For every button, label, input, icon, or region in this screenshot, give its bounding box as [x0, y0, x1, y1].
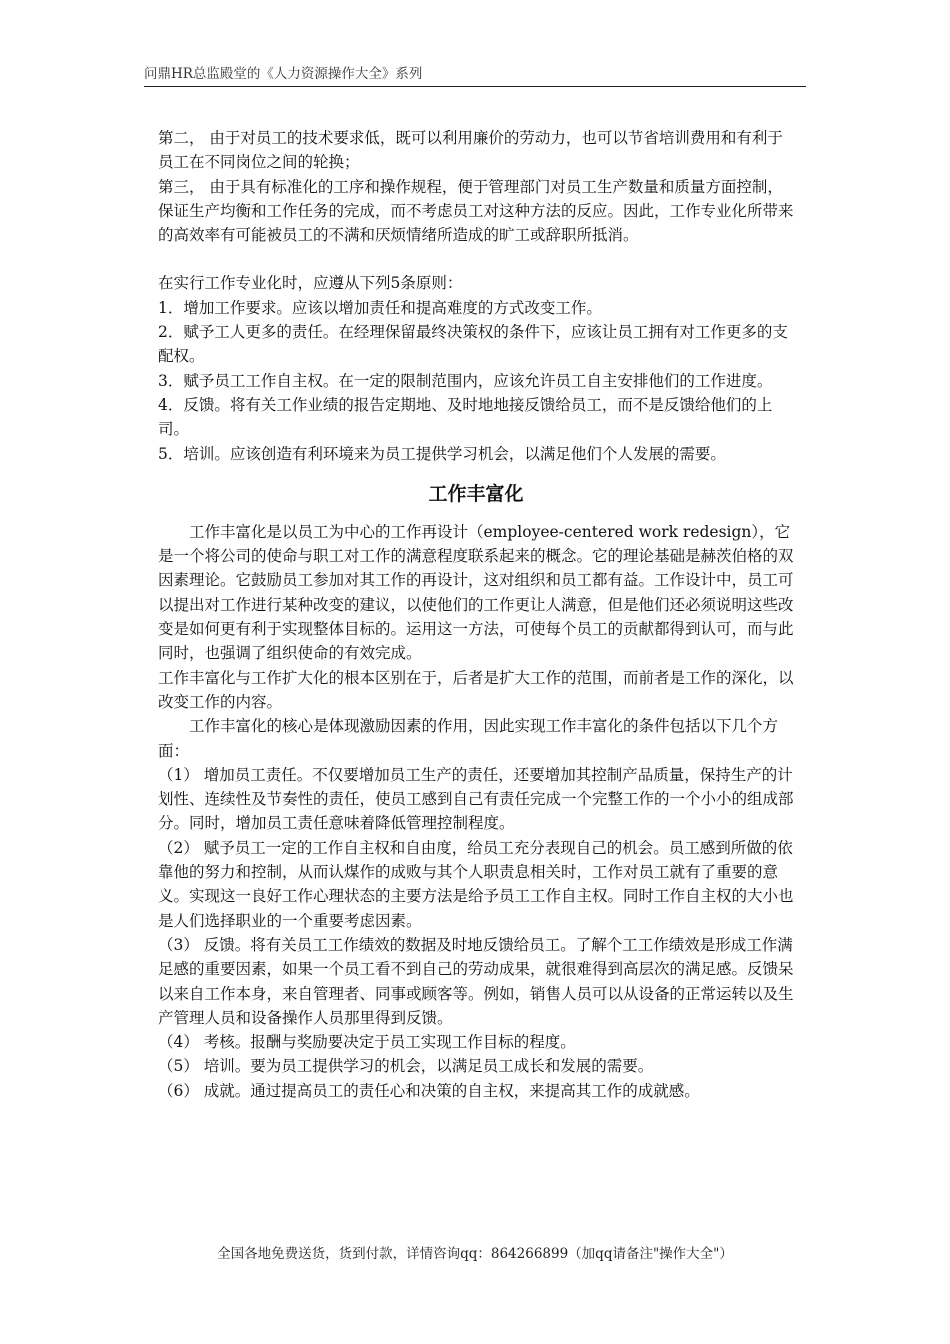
page-footer: 全国各地免费送货，货到付款，详情咨询qq：864266899（加qq请备注"操作大全"） [217, 1246, 733, 1262]
condition-item: （1） 增加员工责任。不仅要增加员工生产的责任，还要增加其控制产品质量，保持生产的计划性、连续性及节奏性的责任，使员工感到自己有责任完成一个完整工作的一个小小的组成部分。同时，增加员工责任意味着降低管理控制程度。 [158, 765, 794, 833]
paragraph-second: 第二， 由于对员工的技术要求低，既可以利用廉价的劳动力，也可以节省培训费用和有利于员工在不同岗位之间的轮换； [158, 129, 783, 172]
condition-item: （5） 培训。要为员工提供学习的机会，以满足员工成长和发展的需要。 [158, 1057, 654, 1076]
page-header: 问鼎HR总监殿堂的《人力资源操作大全》系列 [144, 62, 806, 87]
principle-item: 5．培训。应该创造有利环境来为员工提供学习机会，以满足他们个人发展的需要。 [158, 444, 726, 463]
enrichment-difference: 工作丰富化与工作扩大化的根本区别在于，后者是扩大工作的范围，而前者是工作的深化，以改变工作的内容。 [158, 668, 794, 711]
principle-item: 1．增加工作要求。应该以增加责任和提高难度的方式改变工作。 [158, 298, 602, 317]
principles-intro: 在实行工作专业化时，应遵从下列5条原则： [158, 274, 463, 293]
principle-item: 2．赋予工人更多的责任。在经理保留最终决策权的条件下，应该让员工拥有对工作更多的支配权。 [158, 323, 788, 366]
spacer [158, 247, 794, 271]
document-body [158, 126, 794, 1103]
principle-item: 3．赋予员工工作自主权。在一定的限制范围内，应该允许员工自主安排他们的工作进度。 [158, 371, 773, 390]
principle-item: 4．反馈。将有关工作业绩的报告定期地、及时地地接反馈给员工，而不是反馈给他们的上司。 [158, 395, 773, 439]
section-title: 工作丰富化 [428, 482, 524, 505]
condition-item: （6） 成就。通过提高员工的责任心和决策的自主权，来提高其工作的成就感。 [158, 1081, 700, 1100]
paragraph-third: 第三， 由于具有标准化的工序和操作规程，便于管理部门对员工生产数量和质量方面控制，保证生产均衡和工作任务的完成，而不考虑员工对这种方法的反应。因此，工作专业化所带来的高效率有可能被员工的不满和厌烦情绪所造成的旷工或辞职所抵消。 [158, 177, 794, 245]
condition-item: （3） 反馈。将有关员工工作绩效的数据及时地反馈给员工。了解个工工作绩效是形成工作满足感的重要因素，如果一个员工看不到自己的劳动成果，就很难得到高层次的满足感。反馈呆以来自工作本身，来自管理者、同事或顾客等。例如，销售人员可以从设备的正常运转以及生产管理人员和设备操作人员那里得到反馈。 [158, 935, 794, 1027]
condition-item: （4） 考核。报酬与奖励要决定于员工实现工作目标的程度。 [158, 1033, 576, 1052]
enrichment-definition: 工作丰富化是以员工为中心的工作再设计（employee-centered work redesign），它是一个将公司的使命与职工对工作的满意程度联系起来的概念。它的理论基础是赫茨伯格的双因素理论。它鼓励员工参加对其工作的再设计，这对组织和员工都有益。工作设计中，员工可以提出对工作进行某种改变的建议，以使他们的工作更让人满意，但是他们还必须说明这些改变是如何更有利于实现整体目标的。运用这一方法，可使每个员工的贡献都得到认可，而与此同时，也强调了组织使命的有效完成。 [158, 522, 794, 663]
condition-item: （2） 赋予员工一定的工作自主权和自由度，给员工充分表现自己的机会。员工感到所做的依靠他的努力和控制，从而认煤作的成败与其个人职责息相关时，工作对员工就有了重要的意义。实现这一良好工作心理状态的主要方法是给予员工工作自主权。同时工作自主权的大小也是人们选择职业的一个重要考虑因素。 [158, 838, 794, 930]
enrichment-core: 工作丰富化的核心是体现激励因素的作用，因此实现工作丰富化的条件包括以下几个方面： [158, 717, 779, 760]
